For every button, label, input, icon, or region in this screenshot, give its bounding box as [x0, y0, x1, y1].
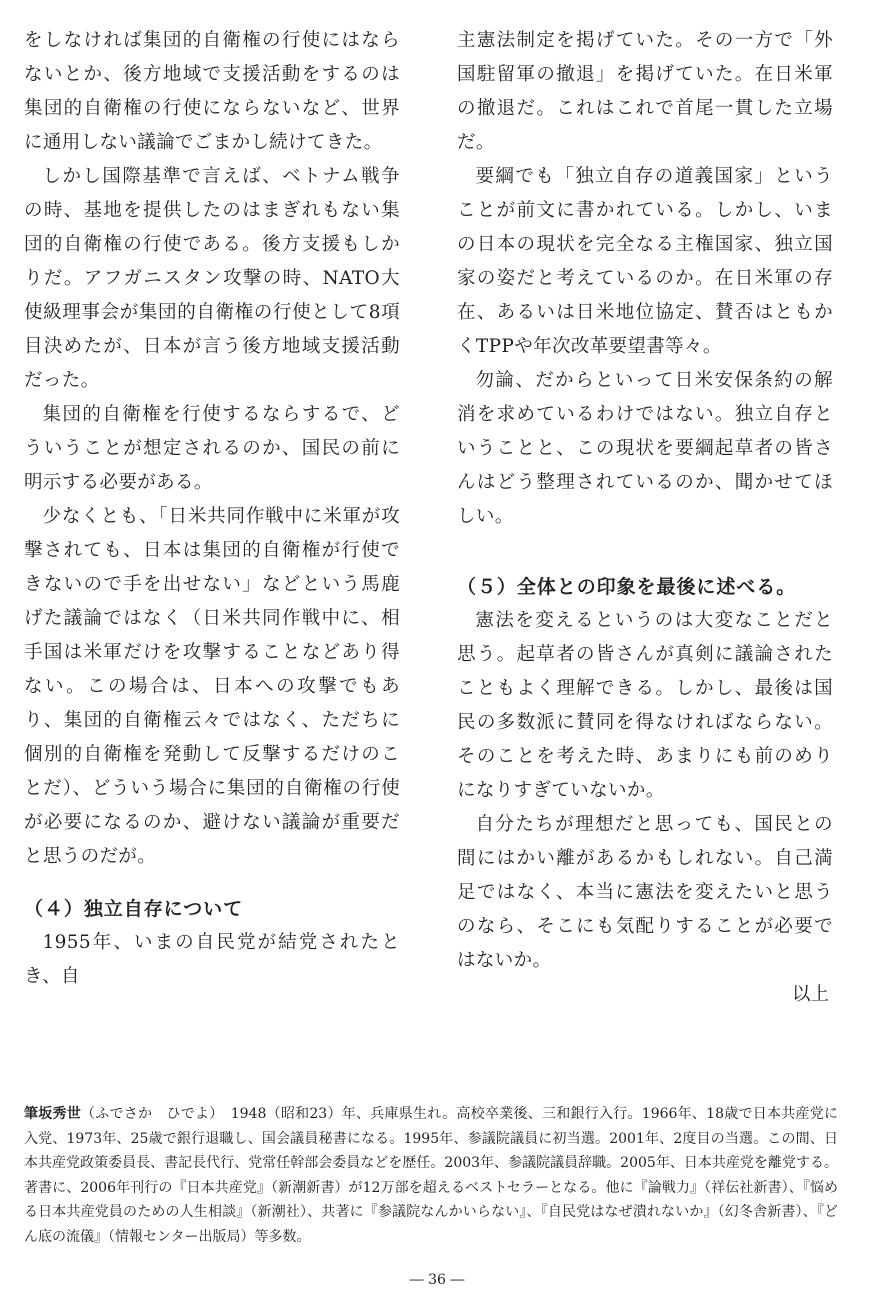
body-paragraph: 勿論、だからといって日米安保条約の解消を求めているわけではない。独立自存ということと、この現状を要綱起草者の皆さんはどう整理されているのか、聞かせてほしい。	[457, 370, 833, 527]
body-paragraph: 1955年、いまの自民党が結党されたとき、自	[24, 932, 400, 987]
left-column	[24, 24, 400, 994]
body-paragraph: 憲法を変えるというのは大変なことだと思う。起草者の皆さんが真剣に議論されたこともよく理解できる。しかし、最後は国民の多数派に賛同を得なければならない。そのことを考えた時、あまりにも前のめりになりすぎていないか。	[457, 610, 833, 801]
page-number: ― 36 ―	[409, 1272, 465, 1288]
body-paragraph: 自分たちが理想だと思っても、国民との間にはかい離があるかもしれない。自己満足ではなく、本当に憲法を変えたいと思うのなら、そこにも気配りすることが必要ではないか。	[457, 814, 833, 971]
body-paragraph: 少なくとも、「日米共同作戦中に米軍が攻撃されても、日本は集団的自衛権が行使できないので手を出せない」などという馬鹿げた議論ではなく（日米共同作戦中に、相手国は米軍だけを攻撃することなどあり得ない。この場合は、日本への攻撃でもあり、集団的自衛権云々ではなく、ただちに個別的自衛権を発動して反撃するだけのことだ）、どういう場合に集団的自衛権の行使が必要になるのか、避けない議論が重要だと思うのだが。	[24, 506, 400, 867]
right-column	[457, 24, 833, 1012]
body-paragraph: 集団的自衛権を行使するならするで、どういうことが想定されるのか、国民の前に明示する必要がある。	[24, 404, 400, 493]
body-paragraph: をしなければ集団的自衛権の行使にはならないとか、後方地域で支援活動をするのは集団的自衛権の行使にならないなど、世界に通用しない議論でごまかし続けてきた。	[24, 30, 400, 153]
closing-remark: 以上	[791, 984, 829, 1005]
author-bio	[24, 1102, 838, 1249]
section-heading-independence: （４）独立自存について	[24, 898, 244, 920]
author-bio-text: （ふでさか ひでよ） 1948（昭和23）年、兵庫県生れ。高校卒業後、三和銀行入行。1966年、18歳で日本共産党に入党、1973年、25歳で銀行退職し、国会議員秘書になる。1995年、参議院議員に初当選。2001年、2度目の当選。この間、日本共産党政策委員長、書記長代行、党常任幹部会委員などを歴任。2003年、参議院議員辞職。2005年、日本共産党を離党する。著書に、2006年刊行の『日本共産党』（新潮新書）が12万部を超えるベストセラーとなる。他に『論戦力』（祥伝社新書）、『悩める日本共産党員のための人生相談』（新潮社）、共著に『参議院なんかいらない』、『自民党はなぜ潰れないか』（幻冬舎新書）、『どん底の流儀』（情報センター出版局）等多数。	[24, 1106, 839, 1245]
body-paragraph: 要綱でも「独立自存の道義国家」ということが前文に書かれている。しかし、いまの日本の現状を完全なる主権国家、独立国家の姿だと考えているのか。在日米軍の存在、あるいは日米地位協定、賛否はともかくTPPや年次改革要望書等々。	[457, 166, 833, 357]
author-name: 筆坂秀世	[24, 1106, 82, 1122]
body-paragraph: 主憲法制定を掲げていた。その一方で「外国駐留軍の撤退」を掲げていた。在日米軍の撤退だ。これはこれで首尾一貫した立場だ。	[457, 30, 833, 153]
body-paragraph: しかし国際基準で言えば、ベトナム戦争の時、基地を提供したのはまぎれもない集団的自衛権の行使である。後方支援もしかりだ。アフガニスタン攻撃の時、NATO大使級理事会が集団的自衛権の行使として8項目決めたが、日本が言う後方地域支援活動だった。	[24, 166, 400, 391]
section-heading-overall-impression: （５）全体との印象を最後に述べる。	[457, 576, 797, 598]
